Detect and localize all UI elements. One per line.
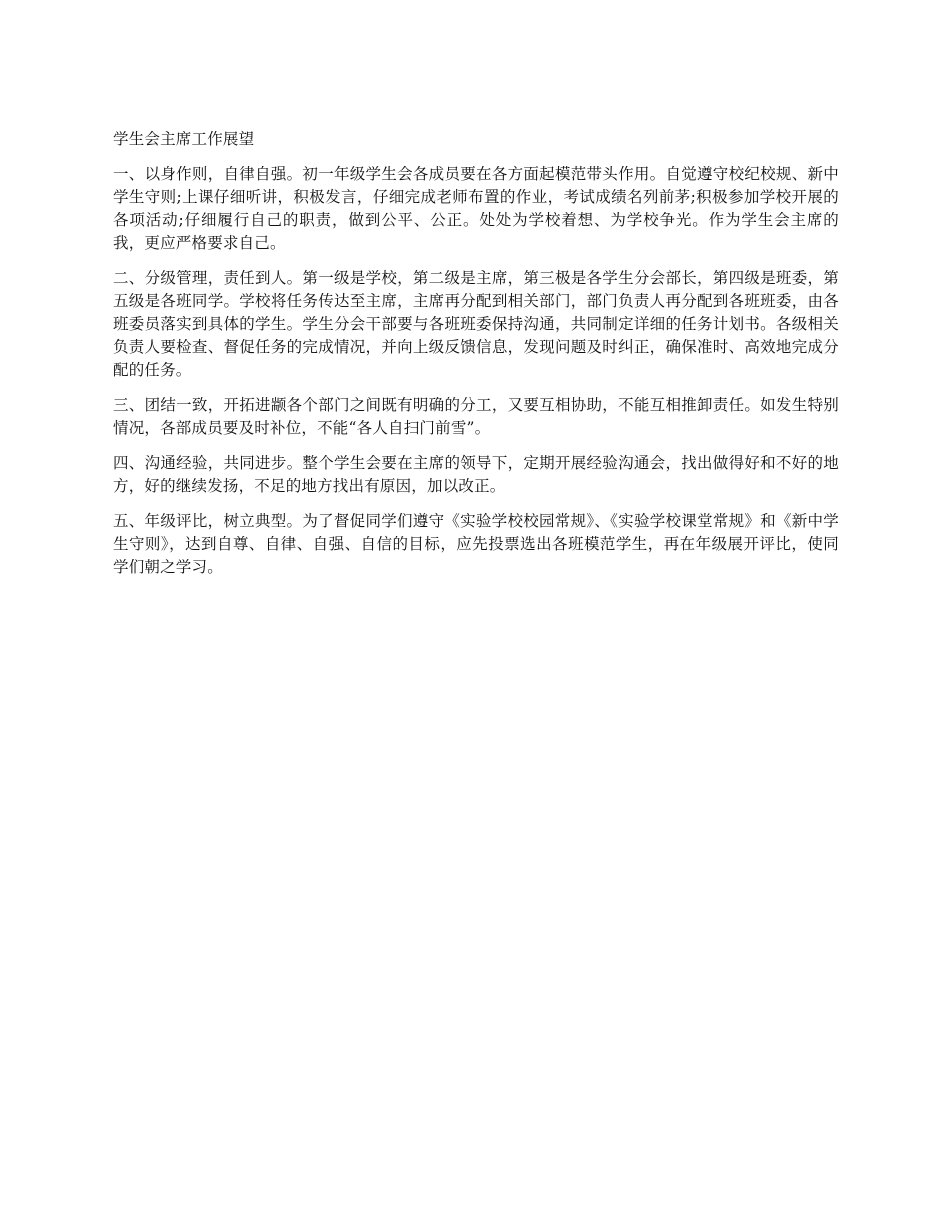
paragraph-4: 四、沟通经验，共同进步。整个学生会要在主席的领导下，定期开展经验沟通会，找出做得好和不好的地方，好的继续发扬，不足的地方找出有原因，加以改正。 (113, 454, 839, 495)
paragraph-2: 二、分级管理，责任到人。第一级是学校，第二级是主席，第三极是各学生分会部长，第四级是班委，第五级是各班同学。学校将任务传达至主席，主席再分配到相关部门，部门负责人再分配到各班班委，由各班委员落实到具体的学生。学生分会干部要与各班班委保持沟通，共同制定详细的任务计划书。各级相关负责人要检查、督促任务的完成情况，并向上级反馈信息，发现问题及时纠正，确保准时、高效地完成分配的任务。 (113, 269, 839, 379)
paragraph-5: 五、年级评比，树立典型。为了督促同学们遵守《实验学校校园常规》、《实验学校课堂常规》和《新中学生守则》，达到自尊、自律、自强、自信的目标，应先投票选出各班模范学生，再在年级展开评比，使同学们朝之学习。 (113, 512, 839, 576)
document-title: 学生会主席工作展望 (113, 130, 255, 148)
document-page (113, 128, 839, 591)
paragraph-1: 一、以身作则，自律自强。初一年级学生会各成员要在各方面起模范带头作用。自觉遵守校纪校规、新中学生守则;上课仔细听讲，积极发言，仔细完成老师布置的作业，考试成绩名列前茅;积极参加学校开展的各项活动;仔细履行自己的职责，做到公平、公正。处处为学校着想、为学校争光。作为学生会主席的我，更应严格要求自己。 (113, 165, 839, 252)
paragraph-3: 三、团结一致，开拓进颛各个部门之间既有明确的分工，又要互相协助，不能互相推卸责任。如发生特别情况，各部成员要及时补位，不能“各人自扫门前雪”。 (113, 396, 839, 437)
